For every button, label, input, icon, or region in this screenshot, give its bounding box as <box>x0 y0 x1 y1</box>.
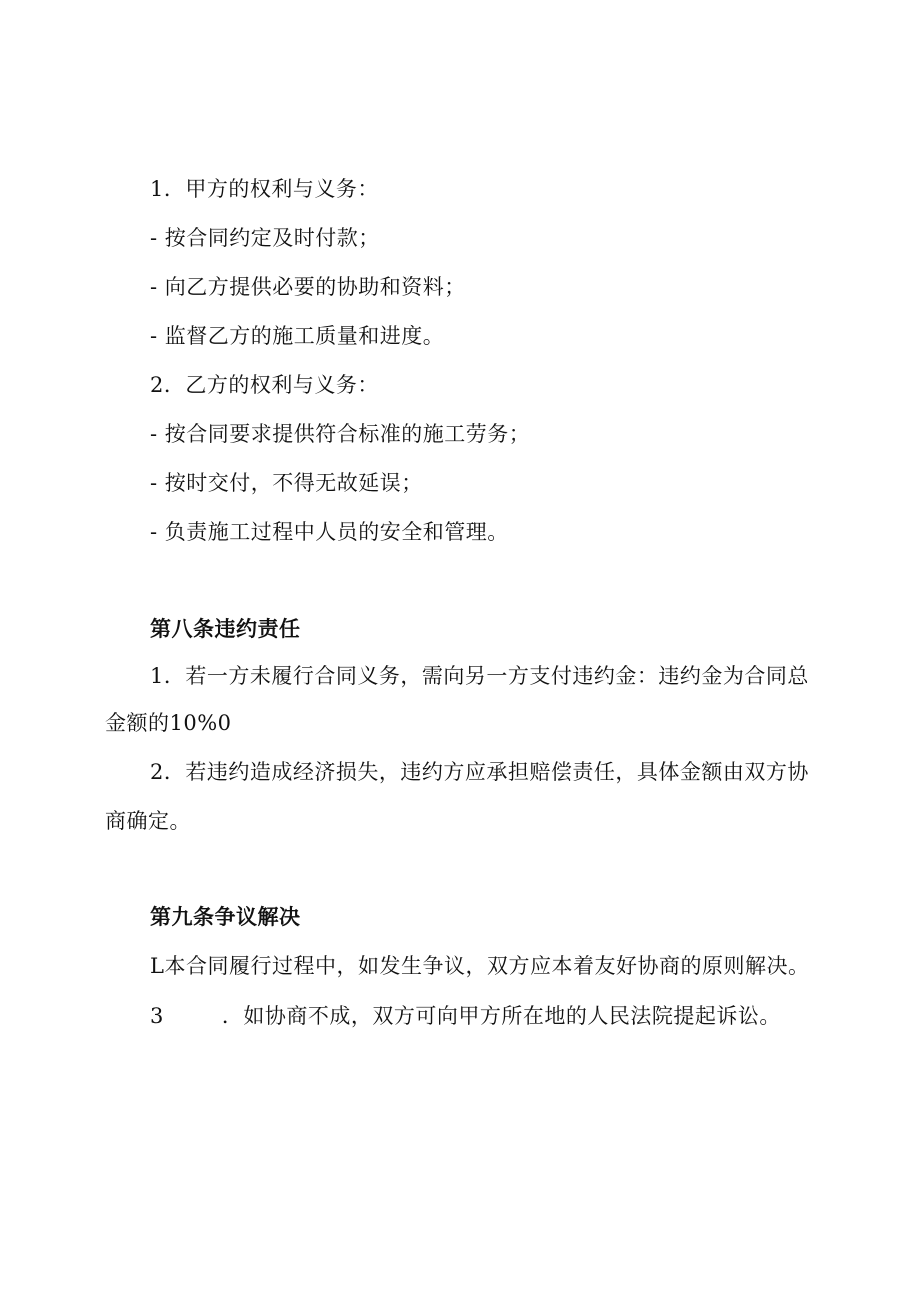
dispute-para-2-text: ．如协商不成，双方可向甲方所在地的人民法院提起诉讼。 <box>221 1004 781 1028</box>
party-a-point-3: - 监督乙方的施工质量和进度。 <box>150 324 445 348</box>
party-b-point-1: - 按合同要求提供符合标准的施工劳务； <box>150 422 531 446</box>
dispute-para-2-number: 3 <box>150 1004 164 1028</box>
breach-para-2-line-1: 2．若违约造成经济损失，违约方应承担赔偿责任，具体金额由双方协 <box>150 760 809 784</box>
party-a-point-1: - 按合同约定及时付款； <box>150 226 380 250</box>
breach-para-1-line-2: 金额的10%0 <box>105 711 232 735</box>
breach-para-1-line-1: 1．若一方未履行合同义务，需向另一方支付违约金：违约金为合同总 <box>150 664 809 688</box>
section-8-heading: 第八条违约责任 <box>150 617 301 641</box>
party-b-rights-title: 2．乙方的权利与义务： <box>150 373 379 397</box>
dispute-para-2 <box>150 1001 781 1031</box>
party-b-point-2: - 按时交付，不得无故延误； <box>150 471 423 495</box>
party-b-point-3: - 负责施工过程中人员的安全和管理。 <box>150 520 509 544</box>
breach-para-2-line-2: 商确定。 <box>105 809 191 833</box>
party-a-rights-title: 1．甲方的权利与义务： <box>150 177 379 201</box>
party-a-point-2: - 向乙方提供必要的协助和资料； <box>150 275 466 299</box>
dispute-para-1: L本合同履行过程中，如发生争议，双方应本着友好协商的原则解决。 <box>150 954 810 978</box>
section-9-heading: 第九条争议解决 <box>150 905 301 929</box>
